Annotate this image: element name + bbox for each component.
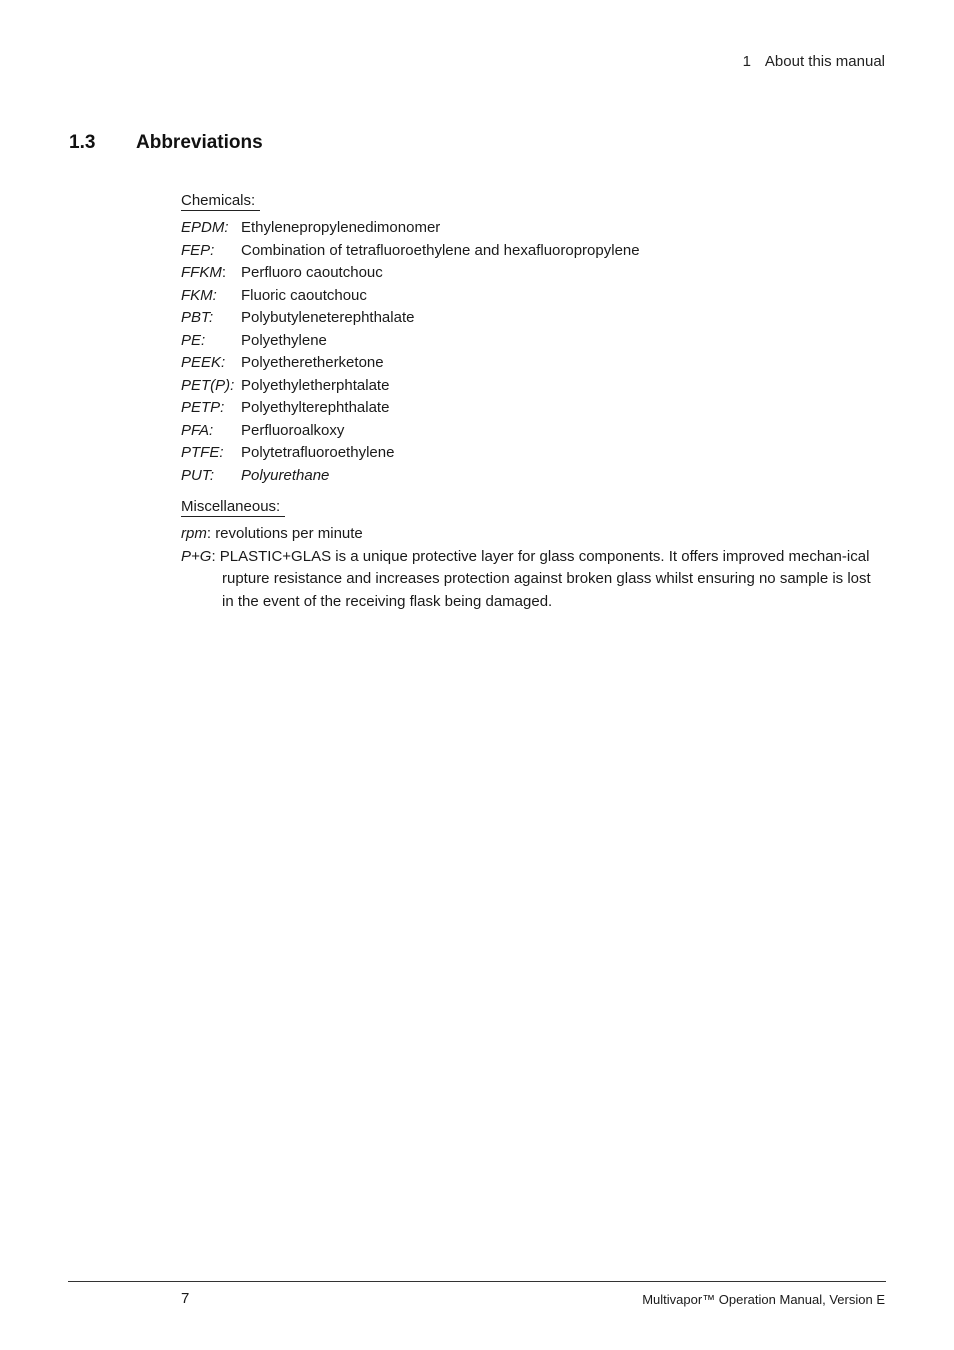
abbreviation-definition: Perfluoro caoutchouc <box>241 264 383 281</box>
chapter-title: About this manual <box>764 53 885 70</box>
abbreviation-definition: Polyethylene <box>241 331 327 349</box>
abbreviation-definition: Polyethyletherphtalate <box>241 376 390 394</box>
running-header <box>743 53 885 70</box>
abbreviation-definition: Fluoric caoutchouc <box>241 286 367 304</box>
abbreviation-term: PUT: <box>181 466 215 484</box>
misc-item: P+G: PLASTIC+GLAS is a unique protective layer for glass components. It offers improved mechan-ical rupture resistance and increases protection against broken glass whilst ensuring no sample is lost in the event of the receiving flask being damaged. <box>181 547 871 610</box>
abbreviation-item <box>181 442 881 465</box>
abbreviation-definition: Combination of tetrafluoroethylene and hexafluoropropylene <box>241 241 640 259</box>
chapter-number: 1 <box>742 53 751 70</box>
abbreviation-definition: Polyurethane <box>241 466 330 484</box>
abbreviation-term: PETP: <box>181 399 225 416</box>
misc-item: rpm: revolutions per minute <box>181 525 363 542</box>
abbreviation-list <box>181 217 881 487</box>
abbreviation-item <box>181 217 881 240</box>
miscellaneous-label: Miscellaneous: <box>181 498 285 517</box>
misc-term: rpm <box>181 525 207 542</box>
section-title: Abbreviations <box>136 132 263 153</box>
abbreviation-term: FKM: <box>181 286 217 304</box>
abbreviation-definition: Perfluoroalkoxy <box>241 421 345 439</box>
abbreviation-term: PEEK: <box>181 354 226 371</box>
chemicals-group <box>181 190 881 487</box>
abbreviation-definition: Polybutyleneterephthalate <box>241 309 415 326</box>
abbreviation-item <box>181 262 881 285</box>
abbreviation-term: FEP: <box>181 241 215 259</box>
footer-title: Multivapor™ Operation Manual, Version E <box>642 1292 885 1307</box>
misc-definition: revolutions per minute <box>215 525 363 542</box>
abbreviation-item <box>181 330 881 353</box>
abbreviation-term: PFA: <box>181 421 214 439</box>
chemicals-label: Chemicals: <box>181 192 260 211</box>
abbreviation-definition: Polytetrafluoroethylene <box>241 444 395 461</box>
abbreviation-item <box>181 285 881 308</box>
abbreviation-term: PET(P): <box>181 376 235 394</box>
abbreviation-item <box>181 240 881 263</box>
abbreviation-item <box>181 352 881 375</box>
abbreviation-definition: Polyethylterephthalate <box>241 399 390 416</box>
footer-rule <box>68 1281 886 1282</box>
abbreviation-item <box>181 420 881 443</box>
abbreviation-term-text: FFKM <box>181 264 222 281</box>
abbreviation-item <box>181 397 881 420</box>
misc-definition: PLASTIC+GLAS is a unique protective layer for glass components. It offers improved mechan-ical rupture resistance and increases protection against broken glass whilst ensuring no sample is lost in the event of the receiving flask being damaged. <box>219 547 871 610</box>
section-heading <box>69 132 263 154</box>
miscellaneous-group <box>181 496 881 613</box>
abbreviation-definition: Ethylenepropylenedimonomer <box>241 219 441 236</box>
abbreviation-item <box>181 307 881 330</box>
abbreviation-term: FFKM: <box>181 264 226 281</box>
abbreviation-term: PE: <box>181 331 206 349</box>
section-number: 1.3 <box>69 132 96 153</box>
page-number: 7 <box>181 1290 190 1307</box>
abbreviation-item <box>181 465 881 488</box>
abbreviations-content <box>181 190 881 613</box>
abbreviation-term: PBT: <box>181 309 214 326</box>
misc-term: P+G <box>181 547 212 565</box>
abbreviation-item <box>181 375 881 398</box>
abbreviation-term: EPDM: <box>181 219 229 236</box>
abbreviation-definition: Polyetheretherketone <box>241 354 384 371</box>
abbreviation-term: PTFE: <box>181 444 224 461</box>
